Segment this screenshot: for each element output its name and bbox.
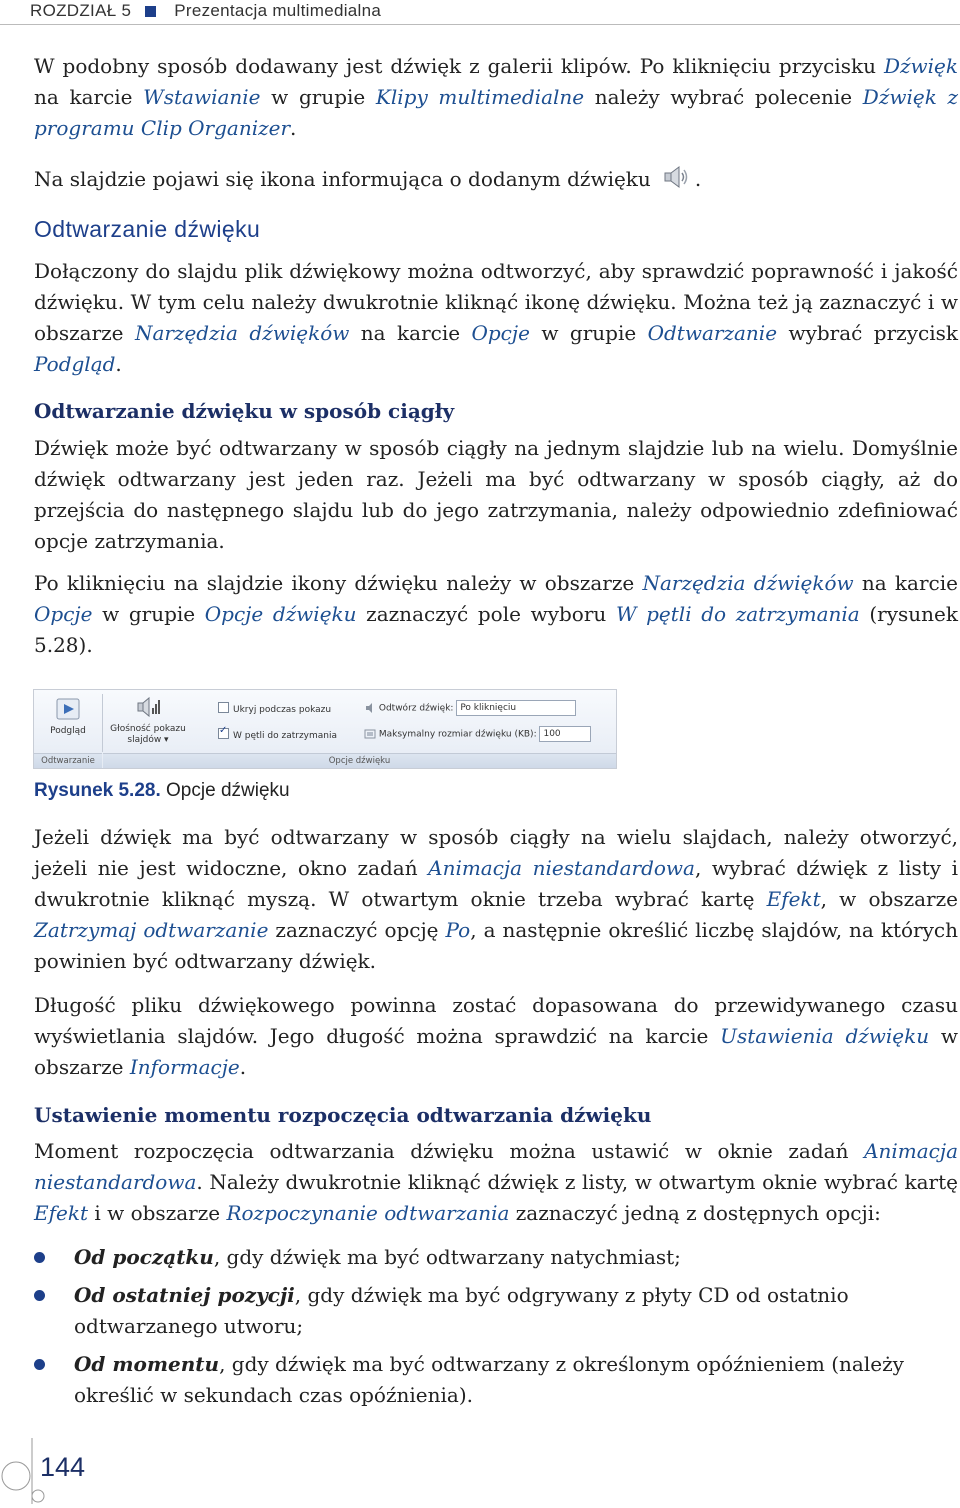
text: Dołączony do slajdu plik dźwiękowy można odtworzyć, aby sprawdzić poprawność i jakość dźwięku. W tym celu należy dwukrotnie kliknąć ikonę dźwięku. Można też ją zaznaczyć i w obszarze bbox=[34, 259, 958, 345]
volume-icon bbox=[133, 694, 163, 720]
header-rule bbox=[0, 24, 960, 25]
text: Moment rozpoczęcia odtwarzania dźwięku można ustawić w oknie zadań bbox=[34, 1139, 865, 1163]
group-label-sound-options: Opcje dźwięku bbox=[103, 753, 616, 768]
term: Klipy multimedialne bbox=[375, 85, 585, 109]
option-name: Od momentu bbox=[74, 1352, 220, 1376]
text: i w obszarze bbox=[88, 1201, 227, 1225]
loop-until-stopped-checkbox[interactable] bbox=[218, 728, 337, 741]
term: Dźwięk z programu Clip Organizer bbox=[34, 85, 959, 140]
term: Odtwarzanie bbox=[647, 321, 778, 345]
max-size-row bbox=[364, 726, 591, 742]
figure-caption bbox=[34, 780, 290, 802]
term: Opcje dźwięku bbox=[204, 602, 357, 626]
text: (rysunek 5.28). bbox=[34, 602, 959, 657]
preview-button[interactable] bbox=[38, 696, 98, 737]
volume-label: Głośność pokazu bbox=[110, 724, 186, 734]
preview-icon bbox=[55, 696, 81, 722]
option-desc: , gdy dźwięk ma być odtwarzany z określonym opóźnieniem (należy określić w sekundach czas opóźnienia). bbox=[74, 1352, 904, 1407]
paragraph-3 bbox=[34, 256, 958, 380]
text: w grupie bbox=[529, 321, 648, 345]
play-sound-icon bbox=[364, 702, 376, 714]
text: . bbox=[239, 1055, 247, 1079]
paragraph-1 bbox=[34, 51, 958, 144]
term: W pętli do zatrzymania bbox=[615, 602, 860, 626]
option-name: Od początku bbox=[74, 1245, 214, 1269]
term: Animacja niestandardowa bbox=[34, 1139, 958, 1194]
text: Na slajdzie pojawi się ikona informująca o dodanym dźwięku bbox=[34, 167, 651, 191]
running-header bbox=[30, 0, 381, 22]
caption-text: Opcje dźwięku bbox=[166, 780, 290, 801]
max-size-label: Maksymalny rozmiar dźwięku (KB): bbox=[378, 729, 537, 740]
max-size-input[interactable] bbox=[539, 726, 591, 742]
list-item bbox=[34, 1280, 958, 1342]
subsection-heading-2: Ustawienie momentu rozpoczęcia odtwarzania dźwięku bbox=[34, 1103, 652, 1127]
term: Opcje bbox=[34, 602, 93, 626]
text: . bbox=[290, 116, 297, 140]
text: Długość pliku dźwiękowego powinna zostać dopasowana do przewidywanego czasu wyświetlania slajdów. Jego długość można sprawdzić na karcie bbox=[34, 993, 958, 1048]
speaker-icon bbox=[663, 164, 691, 190]
options-list bbox=[34, 1242, 958, 1418]
max-size-value: 100 bbox=[543, 729, 561, 739]
text: zaznaczyć opcję bbox=[268, 918, 446, 942]
checkbox-box-checked[interactable] bbox=[218, 728, 229, 739]
list-item bbox=[34, 1242, 958, 1273]
text: zaznaczyć pole wyboru bbox=[356, 602, 616, 626]
term: Wstawianie bbox=[143, 85, 261, 109]
text: W podobny sposób dodawany jest dźwięk z galerii klipów. Po kliknięciu przycisku bbox=[34, 54, 884, 78]
text: na karcie bbox=[34, 85, 144, 109]
paragraph-8 bbox=[34, 1136, 958, 1229]
term: Efekt bbox=[766, 887, 821, 911]
term: Efekt bbox=[34, 1201, 88, 1225]
term: Rozpoczynanie odtwarzania bbox=[226, 1201, 510, 1225]
slide-show-volume-button[interactable] bbox=[106, 694, 190, 746]
term: Narzędzia dźwięków bbox=[642, 571, 854, 595]
term: Narzędzia dźwięków bbox=[134, 321, 350, 345]
text: wybrać przycisk bbox=[777, 321, 958, 345]
term: Podgląd bbox=[34, 352, 116, 376]
hide-label: Ukryj podczas pokazu bbox=[233, 705, 332, 715]
option-desc: , gdy dźwięk ma być odtwarzany natychmiast; bbox=[213, 1245, 681, 1269]
loop-label: W pętli do zatrzymania bbox=[233, 731, 338, 741]
group-label-playback: Odtwarzanie bbox=[34, 753, 102, 768]
subsection-heading: Odtwarzanie dźwięku w sposób ciągły bbox=[34, 399, 455, 423]
text: Po kliknięciu na slajdzie ikony dźwięku należy w obszarze bbox=[34, 571, 643, 595]
play-sound-row bbox=[364, 700, 576, 716]
preview-label: Podgląd bbox=[50, 726, 86, 736]
text: na karcie bbox=[349, 321, 472, 345]
text: na karcie bbox=[853, 571, 958, 595]
chapter-title: Prezentacja multimedialna bbox=[174, 1, 382, 20]
term: Opcje bbox=[471, 321, 530, 345]
play-sound-select[interactable] bbox=[456, 700, 576, 716]
group-separator bbox=[102, 694, 103, 752]
text: . bbox=[115, 352, 122, 376]
option-name: Od ostatniej pozycji bbox=[74, 1283, 295, 1307]
header-square-icon bbox=[145, 6, 156, 17]
play-sound-label: Odtwórz dźwięk: bbox=[378, 703, 454, 714]
term: Po bbox=[445, 918, 471, 942]
text: w obszarze bbox=[34, 1024, 958, 1079]
paragraph-4: Dźwięk może być odtwarzany w sposób ciągły na jednym slajdzie lub na wielu. Domyślnie dźwięk odtwarzany jest jeden raz. Jeżeli ma być odtwarzany w sposób ciągły, aż do przejścia do następnego slajdu lub do jego zatrzymania, należy odpowiednio zdefiniować opcje zatrzymania. bbox=[34, 436, 958, 553]
text: . Należy dwukrotnie kliknąć dźwięk z listy, w otwartym oknie wybrać kartę bbox=[196, 1170, 958, 1194]
term: Animacja niestandardowa bbox=[428, 856, 695, 880]
term: Zatrzymaj odtwarzanie bbox=[34, 918, 269, 942]
term: Dźwięk bbox=[883, 54, 958, 78]
text: Jeżeli dźwięk ma być odtwarzany w sposób ciągły na wielu slajdach, należy otworzyć, jeżeli nie jest widoczne, okno zadań bbox=[34, 825, 958, 880]
paragraph-2 bbox=[34, 164, 958, 195]
text: . bbox=[694, 167, 702, 191]
caption-label: Rysunek 5.28. bbox=[34, 780, 161, 801]
paragraph-6 bbox=[34, 822, 958, 977]
text: , wybrać dźwięk z listy i dwukrotnie kliknąć myszą. W otwartym oknie trzeba wybrać kartę bbox=[34, 856, 959, 911]
chapter-label: ROZDZIAŁ 5 bbox=[30, 1, 132, 20]
paragraph-7 bbox=[34, 990, 958, 1083]
section-heading: Odtwarzanie dźwięku bbox=[34, 216, 261, 242]
paragraph-5 bbox=[34, 568, 958, 661]
text: zaznaczyć jedną z dostępnych opcji: bbox=[509, 1201, 881, 1225]
text: należy wybrać polecenie bbox=[584, 85, 863, 109]
play-sound-value: Po kliknięciu bbox=[460, 703, 517, 713]
volume-label-2: slajdów ▾ bbox=[127, 735, 169, 745]
text: w grupie bbox=[92, 602, 205, 626]
text: w grupie bbox=[260, 85, 376, 109]
checkbox-box[interactable] bbox=[218, 702, 229, 713]
term: Informacje bbox=[129, 1055, 240, 1079]
term: Ustawienia dźwięku bbox=[720, 1024, 930, 1048]
text: , w obszarze bbox=[820, 887, 958, 911]
max-size-icon bbox=[364, 728, 376, 740]
page-number: 144 bbox=[40, 1452, 86, 1482]
ribbon-screenshot bbox=[33, 689, 617, 769]
option-desc: , gdy dźwięk ma być odgrywany z płyty CD od ostatnio odtwarzanego utworu; bbox=[74, 1283, 849, 1338]
hide-during-show-checkbox[interactable] bbox=[218, 702, 331, 715]
list-item bbox=[34, 1349, 958, 1411]
text: , a następnie określić liczbę slajdów, na których powinien być odtwarzany dźwięk. bbox=[34, 918, 958, 973]
